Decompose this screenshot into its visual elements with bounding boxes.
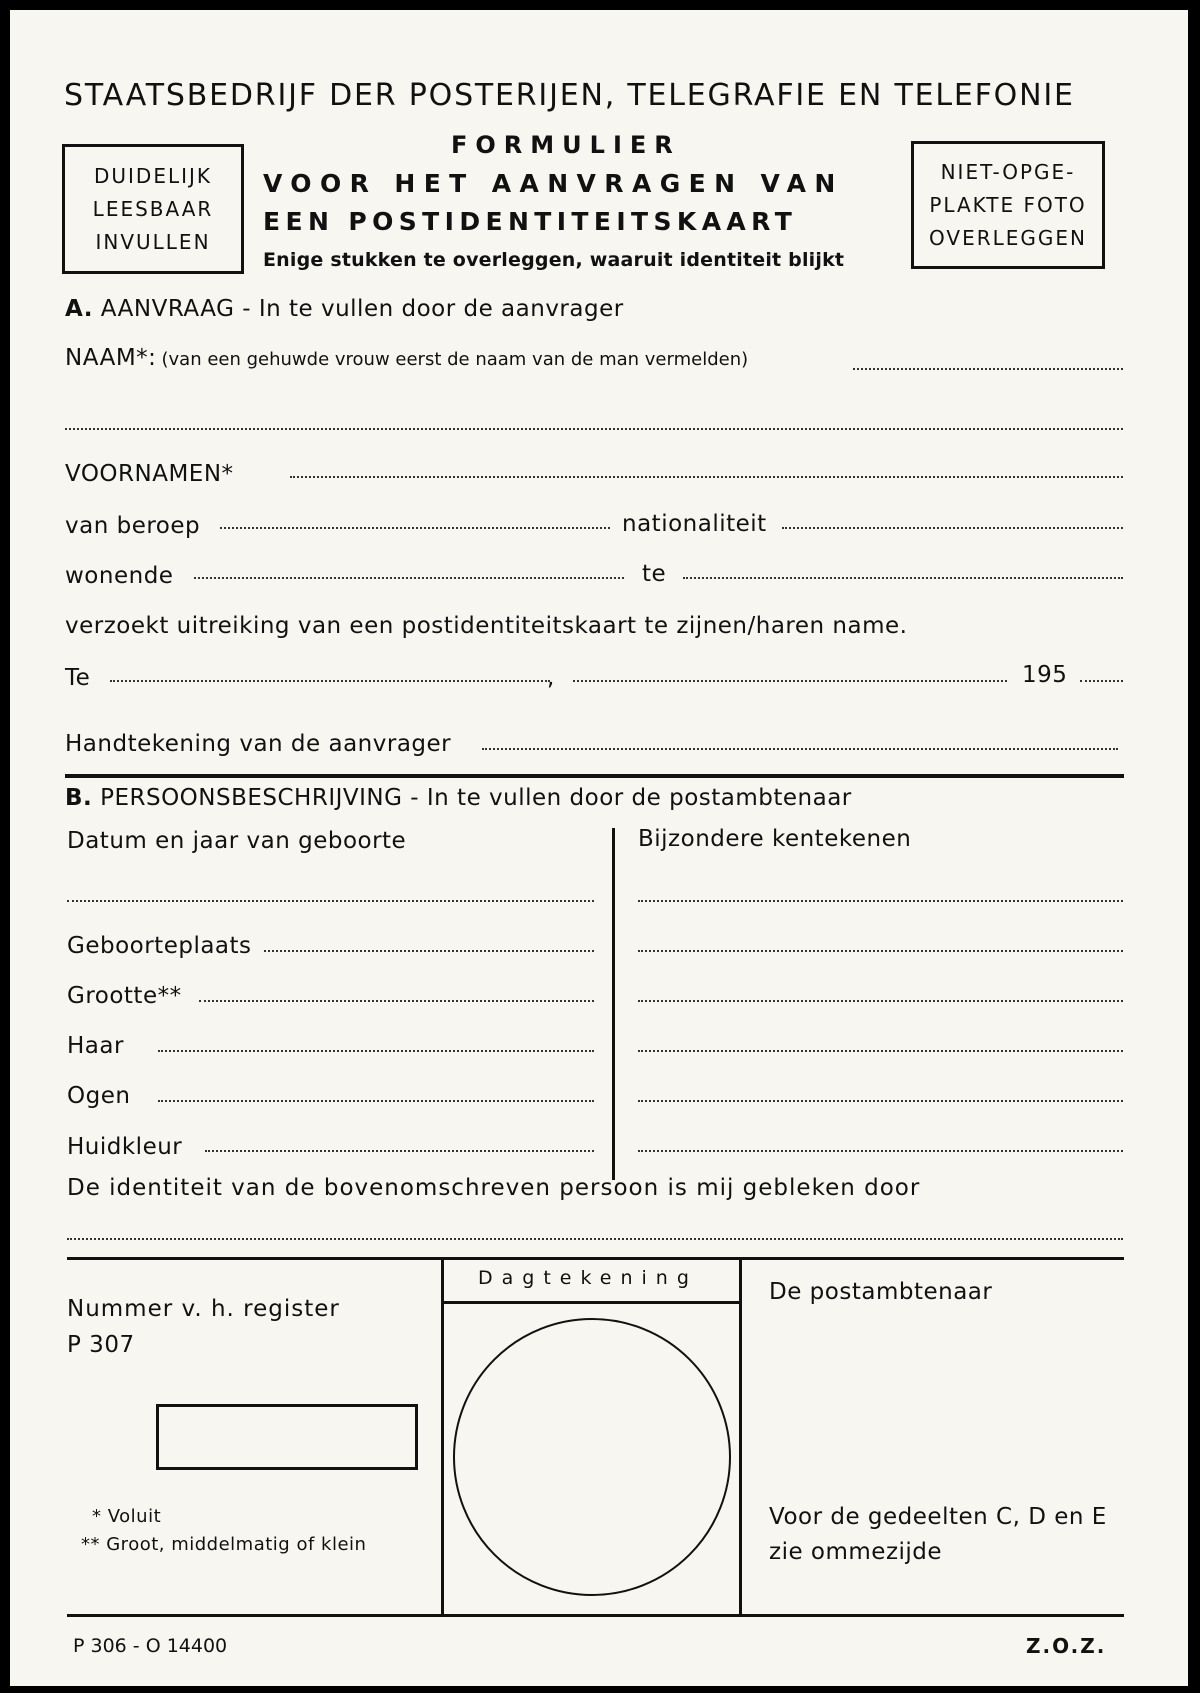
special-marks-line-3[interactable] <box>638 1000 1123 1002</box>
footnote-2 <box>81 1534 366 1555</box>
section-a-note: - In te vullen door de aanvrager <box>242 296 624 322</box>
voornamen-label: VOORNAMEN* <box>65 461 234 487</box>
instruction-box-left <box>62 144 244 274</box>
instruction-box-right <box>911 141 1105 269</box>
form-title-line-2: EEN POSTIDENTITEITSKAART <box>263 207 798 236</box>
zoz-label: Z.O.Z. <box>1026 1634 1107 1658</box>
place-field[interactable] <box>110 680 550 682</box>
photo-note-line-2: PLAKTE FOTO <box>929 192 1087 217</box>
photo-note-line-3: OVERLEGGEN <box>929 225 1087 250</box>
year-prefix: 195 <box>1022 662 1068 688</box>
identity-field[interactable] <box>67 1238 1123 1240</box>
eyes-label: Ogen <box>67 1083 131 1109</box>
year-field[interactable] <box>1080 680 1123 682</box>
section-b-heading <box>65 785 852 811</box>
bottom-top-rule <box>67 1257 1124 1260</box>
instruction-line-2: LEESBAAR <box>92 196 214 221</box>
section-a-letter: A. <box>65 296 93 322</box>
naam-label-row <box>65 345 748 371</box>
wonende-label: wonende <box>65 563 174 589</box>
hair-field[interactable] <box>158 1050 594 1052</box>
form-code: P 306 - O 14400 <box>73 1635 228 1657</box>
agency-title: STAATSBEDRIJF DER POSTERIJEN, TELEGRAFIE EN TELEFONIE <box>64 78 1075 113</box>
instruction-line-3: INVULLEN <box>95 229 211 254</box>
special-marks-line-1[interactable] <box>638 900 1123 902</box>
sections-note-line-1: Voor de gedeelten C, D en E <box>769 1504 1107 1530</box>
voornamen-field[interactable] <box>290 476 1123 478</box>
section-a-heading <box>65 296 624 322</box>
section-b-letter: B. <box>65 785 93 811</box>
height-label: Grootte** <box>67 983 182 1009</box>
special-marks-label: Bijzondere kentekenen <box>638 826 912 852</box>
register-label: Nummer v. h. register <box>67 1296 340 1322</box>
special-marks-line-2[interactable] <box>638 950 1123 952</box>
hair-label: Haar <box>67 1033 124 1059</box>
beroep-label: van beroep <box>65 513 201 539</box>
nationaliteit-label: nationaliteit <box>622 511 767 537</box>
wonende-field[interactable] <box>194 577 624 579</box>
birthplace-field[interactable] <box>264 950 594 952</box>
bottom-bottom-rule <box>67 1614 1124 1617</box>
beroep-field[interactable] <box>220 527 610 529</box>
postambtenaar-label: De postambtenaar <box>769 1279 993 1305</box>
eyes-field[interactable] <box>158 1100 594 1102</box>
signature-label: Handtekening van de aanvrager <box>65 731 452 757</box>
instruction-line-1: DUIDELIJK <box>93 163 213 188</box>
section-b-title: PERSOONSBESCHRIJVING <box>100 785 403 811</box>
place-label: Te <box>65 665 91 691</box>
form-page <box>10 10 1188 1686</box>
naam-label: NAAM*: <box>65 345 157 371</box>
signature-field[interactable] <box>482 748 1118 750</box>
footnote-1 <box>92 1506 161 1527</box>
naam-field[interactable] <box>853 368 1123 370</box>
footnote-2-text: Groot, middelmatig of klein <box>106 1534 367 1555</box>
date-stamp-rule <box>441 1301 741 1304</box>
form-title-line-1: VOOR HET AANVRAGEN VAN <box>263 169 844 198</box>
special-marks-line-6[interactable] <box>638 1150 1123 1152</box>
woonplaats-label: te <box>642 561 667 587</box>
bottom-divider-left <box>441 1257 444 1615</box>
skin-field[interactable] <box>205 1150 594 1152</box>
special-marks-line-4[interactable] <box>638 1050 1123 1052</box>
identity-text: De identiteit van de bovenomschreven persoon is mij gebleken door <box>67 1175 921 1201</box>
naam-note: (van een gehuwde vrouw eerst de naam van de man vermelden) <box>161 349 749 370</box>
section-a-title: AANVRAAG <box>100 296 235 322</box>
birth-date-field[interactable] <box>67 900 594 902</box>
request-text: verzoekt uitreiking van een postidentiteitskaart te zijnen/haren name. <box>65 613 908 639</box>
height-field[interactable] <box>199 1000 594 1002</box>
naam-field-line-2[interactable] <box>65 428 1123 430</box>
photo-note-line-1: NIET-OPGE- <box>940 159 1076 184</box>
date-field[interactable] <box>573 680 1007 682</box>
register-code: P 307 <box>67 1332 135 1358</box>
form-label: FORMULIER <box>451 131 681 159</box>
special-marks-line-5[interactable] <box>638 1100 1123 1102</box>
woonplaats-field[interactable] <box>683 577 1123 579</box>
bottom-divider-right <box>739 1257 742 1615</box>
footnote-1-text: Voluit <box>107 1506 162 1527</box>
footnote-2-marker: ** <box>81 1534 100 1555</box>
column-divider <box>612 828 615 1180</box>
birth-date-label: Datum en jaar van geboorte <box>67 828 407 854</box>
date-comma: , <box>547 665 555 691</box>
skin-label: Huidkleur <box>67 1134 183 1160</box>
dagtekening-label: Dagtekening <box>478 1267 698 1289</box>
footnote-1-marker: * <box>92 1506 102 1527</box>
section-b-note: - In te vullen door de postambtenaar <box>410 785 852 811</box>
sections-note-line-2: zie ommezijde <box>769 1539 943 1565</box>
section-divider <box>65 774 1124 778</box>
date-stamp-circle <box>452 1317 732 1597</box>
birthplace-label: Geboorteplaats <box>67 933 252 959</box>
form-subtitle: Enige stukken te overleggen, waaruit identiteit blijkt <box>263 249 845 271</box>
register-number-box[interactable] <box>156 1404 418 1470</box>
nationaliteit-field[interactable] <box>782 527 1123 529</box>
